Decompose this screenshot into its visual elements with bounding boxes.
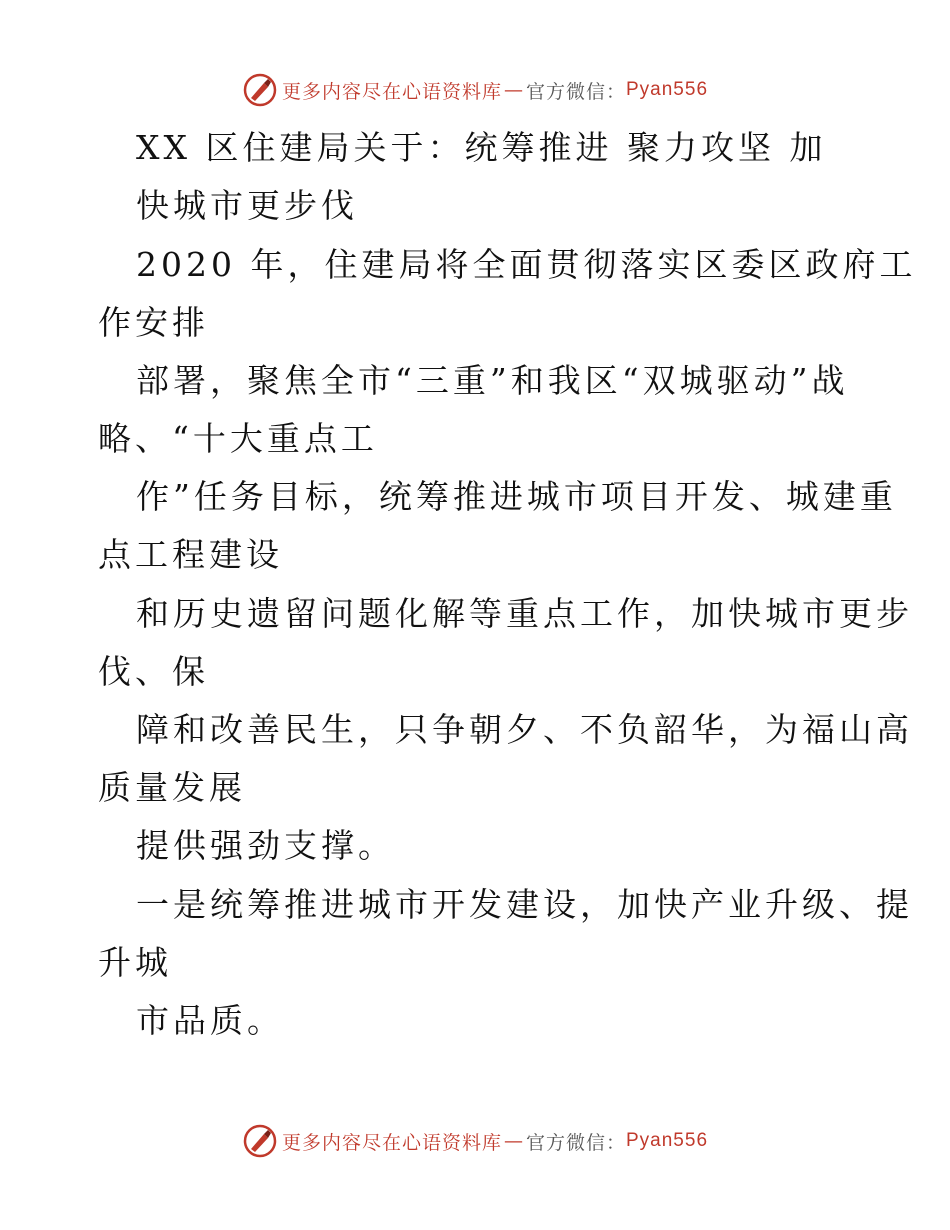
paragraph-line: 略、“十大重点工 bbox=[98, 419, 378, 458]
paragraph-line: 市品质。 bbox=[136, 1001, 284, 1040]
watermark-label: 官方微信： bbox=[525, 1131, 626, 1154]
paragraph-line: 质量发展 bbox=[98, 768, 246, 807]
paragraph-line: 作”任务目标，统筹推进城市项目开发、城建重 bbox=[136, 477, 897, 516]
paragraph-line: 2020 年，住建局将全面贯彻落实区委区政府工 bbox=[136, 245, 917, 284]
watermark-dash: — bbox=[503, 79, 524, 101]
pen-logo-icon bbox=[242, 72, 278, 108]
watermark-main-text: 更多内容尽在心语资料库 bbox=[281, 1131, 502, 1154]
watermark-header bbox=[0, 72, 950, 108]
paragraph-line: 升城 bbox=[98, 943, 172, 982]
document-title-line-2: 快城市更步伐 bbox=[136, 186, 358, 225]
watermark-dash: — bbox=[503, 1130, 524, 1152]
pen-logo-icon bbox=[242, 1123, 278, 1159]
paragraph-line: 点工程建设 bbox=[98, 535, 283, 574]
watermark-wechat-id: Pyan556 bbox=[626, 1130, 709, 1151]
paragraph-line: 作安排 bbox=[98, 303, 209, 342]
watermark-main-text: 更多内容尽在心语资料库 bbox=[281, 80, 502, 103]
paragraph-line: 和历史遗留问题化解等重点工作，加快城市更步 bbox=[136, 594, 913, 633]
paragraph-line: 障和改善民生，只争朝夕、不负韶华，为福山高 bbox=[136, 710, 913, 749]
paragraph-line: 伐、保 bbox=[98, 652, 209, 691]
paragraph-line: 部署，聚焦全市“三重”和我区“双城驱动”战 bbox=[136, 361, 849, 400]
document-title-line-1: XX 区住建局关于：统筹推进 聚力攻坚 加 bbox=[136, 128, 827, 167]
watermark-footer bbox=[0, 1123, 950, 1159]
watermark-label: 官方微信： bbox=[525, 80, 626, 103]
watermark-wechat-id: Pyan556 bbox=[626, 79, 709, 100]
paragraph-line: 一是统筹推进城市开发建设，加快产业升级、提 bbox=[136, 885, 913, 924]
paragraph-line: 提供强劲支撑。 bbox=[136, 826, 395, 865]
